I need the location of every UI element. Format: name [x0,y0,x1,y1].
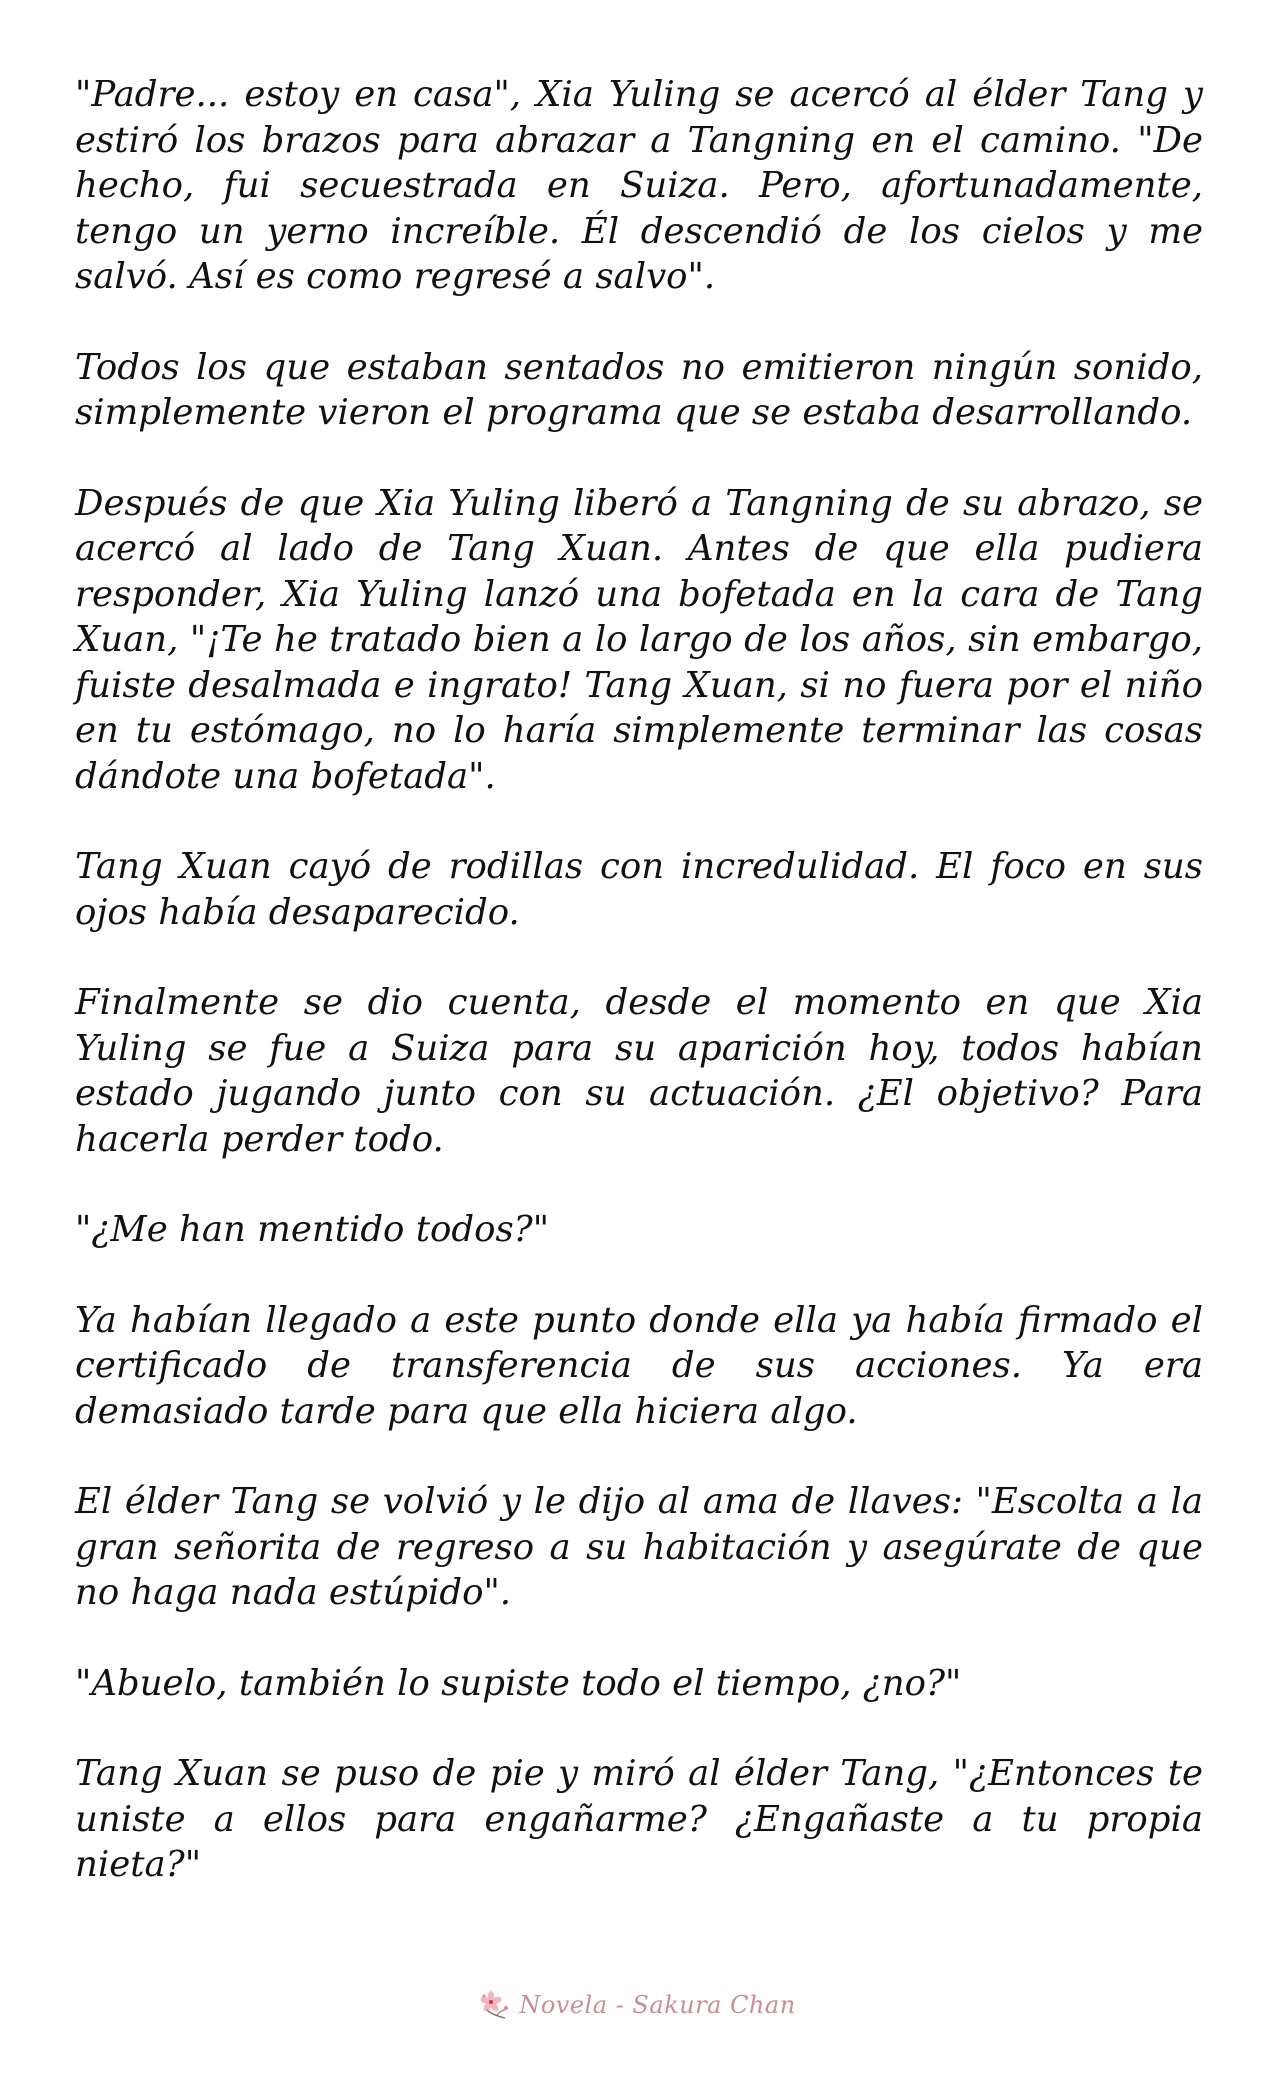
paragraph: Tang Xuan cayó de rodillas con incredulidad. El foco en sus ojos había desaparecido. [75,846,1203,933]
paragraph: Finalmente se dio cuenta, desde el momento en que Xia Yuling se fue a Suiza para su aparición hoy, todos habían estado jugando junto con su actuación. ¿El objetivo? Para hacerla perder todo. [75,982,1203,1160]
sakura-flower-icon [479,1988,513,2022]
paragraph: El élder Tang se volvió y le dijo al ama de llaves: "Escolta a la gran señorita de regreso a su habitación y asegúrate de que no haga nada estúpido". [75,1481,1203,1613]
watermark-text: Novela - Sakura Chan [519,1991,796,2019]
paragraph: "¿Me han mentido todos?" [75,1209,550,1250]
watermark [0,1988,1275,2022]
paragraph: "Padre... estoy en casa", Xia Yuling se acercó al élder Tang y estiró los brazos para abrazar a Tangning en el camino. "De hecho, fui secuestrada en Suiza. Pero, afortunadamente, tengo un yerno increíble. Él descendió de los cielos y me salvó. Así es como regresé a salvo". [75,74,1203,297]
paragraph: Tang Xuan se puso de pie y miró al élder Tang, "¿Entonces te uniste a ellos para engañarme? ¿Engañaste a tu propia nieta?" [75,1753,1203,1885]
paragraph: "Abuelo, también lo supiste todo el tiempo, ¿no?" [75,1662,962,1704]
paragraph: Después de que Xia Yuling liberó a Tangning de su abrazo, se acercó al lado de Tang Xuan. Antes de que ella pudiera responder, Xia Yuling lanzó una bofetada en la cara de Tang Xuan, "¡Te he tratado bien a lo largo de los años, sin embargo, fuiste desalmada e ingrato! Tang Xuan, si no fuera por el niño en tu estómago, no lo haría simplemente terminar las cosas dándote una bofetada". [75,482,1203,797]
document-body [75,72,1203,1933]
paragraph: Ya habían llegado a este punto donde ella ya había firmado el certificado de transferencia de sus acciones. Ya era demasiado tarde para que ella hiciera algo. [75,1299,1203,1432]
paragraph: Todos los que estaban sentados no emitieron ningún sonido, simplemente vieron el programa que se estaba desarrollando. [75,346,1203,433]
